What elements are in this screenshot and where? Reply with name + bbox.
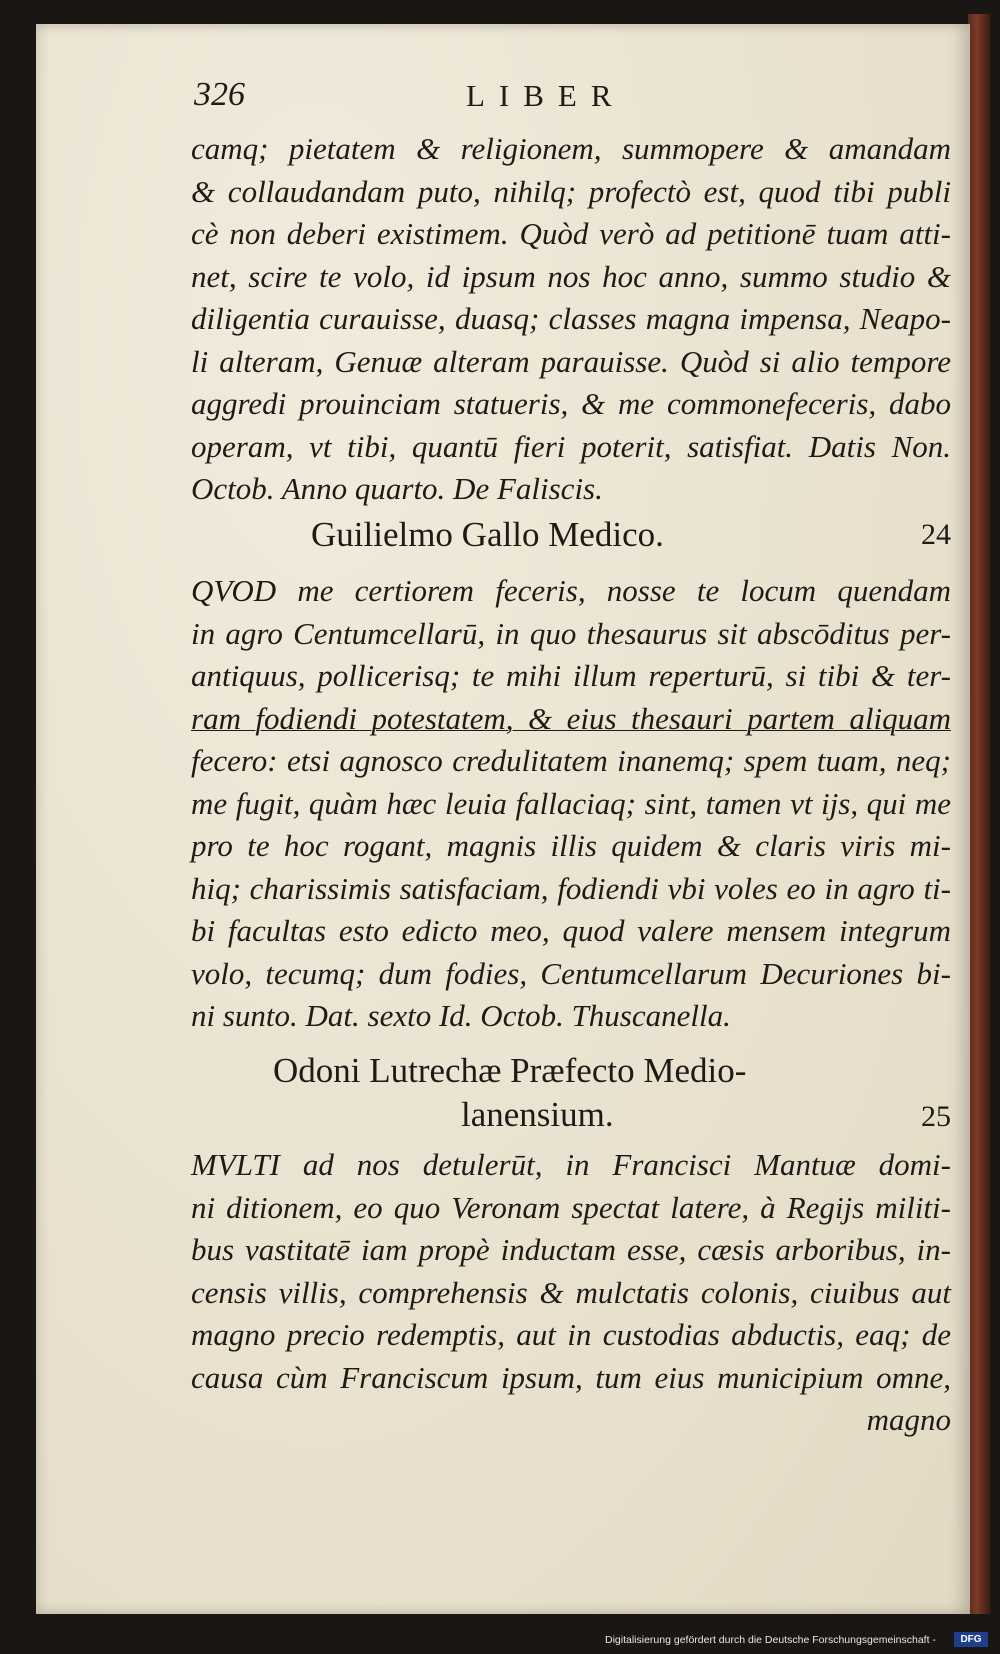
text-line: hiq; charissimis satisfaciam, fodiendi vbi voles eo in agro ti-: [191, 870, 951, 906]
text-line: antiquus, pollicerisq; te mihi illum reperturū, si tibi & ter-: [191, 658, 951, 693]
page-header: [36, 76, 970, 120]
running-head: LIBER: [466, 78, 626, 113]
text-line: camq; pietatem & religionem, summopere & amandam: [191, 131, 951, 166]
letter-25-heading: [191, 1050, 951, 1138]
digitization-credit: Digitalisierung gefördert durch die Deutsche Forschungsgemeinschaft -: [605, 1634, 936, 1646]
text-line: Octob. Anno quarto. De Faliscis.: [191, 471, 603, 506]
letter-25-number: 25: [921, 1100, 951, 1133]
letter-25-title-line-2: lanensium.: [461, 1095, 614, 1134]
text-line: diligentia curauisse, duasq; classes magna impensa, Neapo-: [191, 301, 951, 336]
text-line: & collaudandam puto, nihilq; profectò est, quod tibi publi: [191, 173, 951, 209]
text-line: QVOD me certiorem feceris, nosse te locum quendam: [191, 573, 951, 608]
text-line: magno precio redemptis, aut in custodias abductis, eaq; de: [191, 1317, 951, 1352]
text-line: aggredi prouinciam statueris, & me commonefeceris, dabo: [191, 386, 951, 421]
text-line: me fugit, quàm hæc leuia fallaciaq; sint, tamen vt ijs, qui me: [191, 785, 951, 821]
letter-23-text: [191, 128, 951, 511]
text-line: ni ditionem, eo quo Veronam spectat latere, à Regijs militi-: [191, 1189, 951, 1225]
text-line: MVLTI ad nos detulerūt, in Francisci Mantuæ domi-: [191, 1147, 951, 1182]
text-line: bi facultas esto edicto meo, quod valere mensem integrum: [191, 913, 951, 948]
book-edge: [968, 14, 990, 1614]
text-line: net, scire te volo, id ipsum nos hoc anno, summo studio &: [191, 258, 951, 294]
letter-25-text: [191, 1144, 951, 1442]
book-page: [36, 24, 970, 1614]
text-line: li alteram, Genuæ alteram parauisse. Quòd si alio tempore: [191, 343, 951, 379]
letter-24-number: 24: [921, 518, 951, 551]
page-number: 326: [194, 76, 245, 113]
dfg-logo: DFG: [954, 1632, 988, 1647]
text-line: cè non deberi existimem. Quòd verò ad petitionē tuam atti-: [191, 216, 951, 251]
text-line: pro te hoc rogant, magnis illis quidem & claris viris mi-: [191, 828, 951, 863]
letter-24-title: Guilielmo Gallo Medico.: [311, 515, 664, 554]
text-line: bus vastitatē iam propè inductam esse, cæsis arboribus, in-: [191, 1232, 951, 1267]
catchword: magno: [866, 1402, 951, 1437]
letter-25-title-line-1: Odoni Lutrechæ Præfecto Medio-: [273, 1051, 747, 1090]
letter-24-heading: [191, 514, 951, 558]
text-line: operam, vt tibi, quantū fieri poterit, satisfiat. Datis Non.: [191, 428, 951, 464]
text-line: causa cùm Franciscum ipsum, tum eius municipium omne,: [191, 1359, 951, 1395]
text-line: ni sunto. Dat. sexto Id. Octob. Thuscanella.: [191, 998, 731, 1033]
text-line-underlined: ram fodiendi potestatem, & eius thesauri partem aliquam: [191, 700, 951, 736]
text-line: censis villis, comprehensis & mulctatis colonis, ciuibus aut: [191, 1274, 951, 1310]
letter-24-text: [191, 570, 951, 1038]
text-line: volo, tecumq; dum fodies, Centumcellarum Decuriones bi-: [191, 955, 951, 991]
text-line: in agro Centumcellarū, in quo thesaurus sit abscōditus per-: [191, 615, 951, 651]
text-line: fecero: etsi agnosco credulitatem inanemq; spem tuam, neq;: [191, 743, 951, 778]
